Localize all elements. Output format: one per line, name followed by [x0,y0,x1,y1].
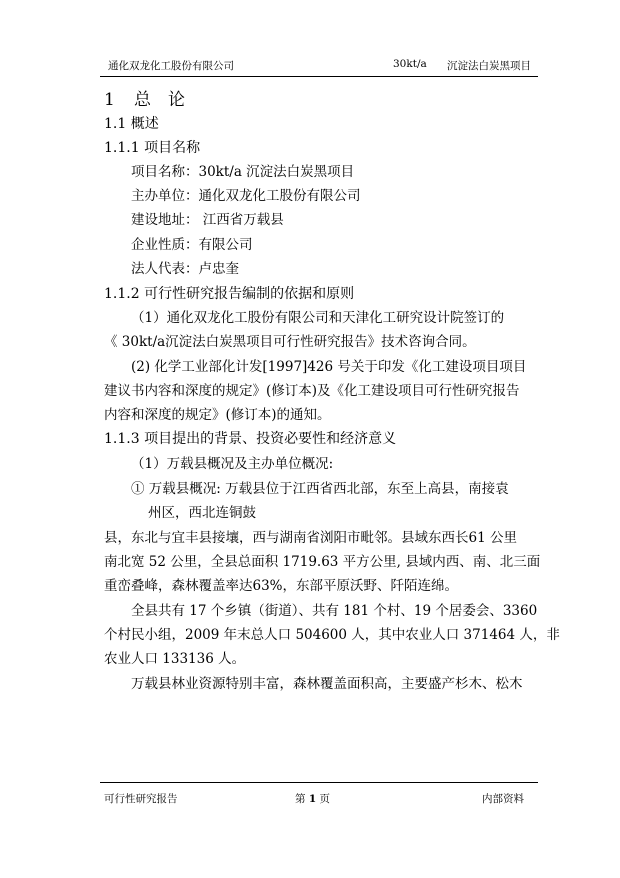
project-name-line: 项目名称：30kt/a 沉淀法白炭黑项目 [131,164,355,180]
basis-1-line-2: 《 30kt/a沉淀法白炭黑项目可行性研究报告》技术咨询合同。 [104,334,476,350]
basis-1-line-1: （1）通化双龙化工股份有限公司和天津化工研究设计院签订的 [131,310,505,326]
county-line-2: 州区，西北连铜鼓 [148,505,256,521]
population-line-2: 个村民小组，2009 年末总人口 504600 人，其中农业人口 371464 人，非 [104,627,560,643]
header-capacity: 30kt/a [393,58,427,70]
header-rule [100,76,538,77]
section-1-1-1: 1.1.1 项目名称 [104,140,201,156]
footer-right: 内部资料 [482,793,524,805]
county-line-4: 南北宽 52 公里，全县总面积 1719.63 平方公里, 县域内西、南、北三面 [104,554,541,570]
legal-rep-line: 法人代表：卢忠奎 [131,261,239,277]
forest-line-1: 万载县林业资源特别丰富，森林覆盖面积高，主要盛产杉木、松木 [131,676,523,692]
sponsor-line: 主办单位：通化双龙化工股份有限公司 [131,188,361,204]
header-project: 沉淀法白炭黑项目 [447,60,531,72]
population-line-1: 全县共有 17 个乡镇（街道）、共有 181 个村、19 个居委会、3360 [131,603,538,619]
section-1-1-2: 1.1.2 可行性研究报告编制的依据和原则 [104,286,355,302]
chapter-number: 1 [104,90,115,110]
chapter-title: 总 论 [134,90,185,110]
header-company: 通化双龙化工股份有限公司 [108,60,234,72]
county-line-3: 县，东北与宜丰县接壤，西与湖南省浏阳市毗邻。县域东西长61 公里 [104,530,517,546]
background-1: （1）万载县概况及主办单位概况: [131,456,334,472]
county-line-1: ① 万载县概况: 万载县位于江西省西北部，东至上高县，南接袁 [131,481,509,497]
footer-left: 可行性研究报告 [104,793,178,805]
county-line-5: 重峦叠峰，森林覆盖率达63%，东部平原沃野、阡陌连绵。 [104,578,459,594]
footer-page [295,791,330,806]
section-1-1: 1.1 概述 [104,116,159,132]
location-line: 建设地址： 江西省万载县 [131,212,284,228]
footer-page-prefix: 第 [295,793,306,805]
footer-rule [100,782,538,783]
nature-line: 企业性质：有限公司 [131,237,253,253]
footer-page-suffix: 页 [319,793,330,805]
basis-2-line-3: 内容和深度的规定》(修订本)的通知。 [104,407,331,423]
population-line-3: 农业人口 133136 人。 [104,651,246,667]
basis-2-line-1: (2) 化学工业部化计发[1997]426 号关于印发《化工建设项目项目 [131,359,527,375]
basis-2-line-2: 建议书内容和深度的规定》(修订本)及《化工建设项目可行性研究报告 [104,383,520,399]
footer-page-number: 1 [308,793,317,805]
section-1-1-3: 1.1.3 项目提出的背景、投资必要性和经济意义 [104,431,397,447]
